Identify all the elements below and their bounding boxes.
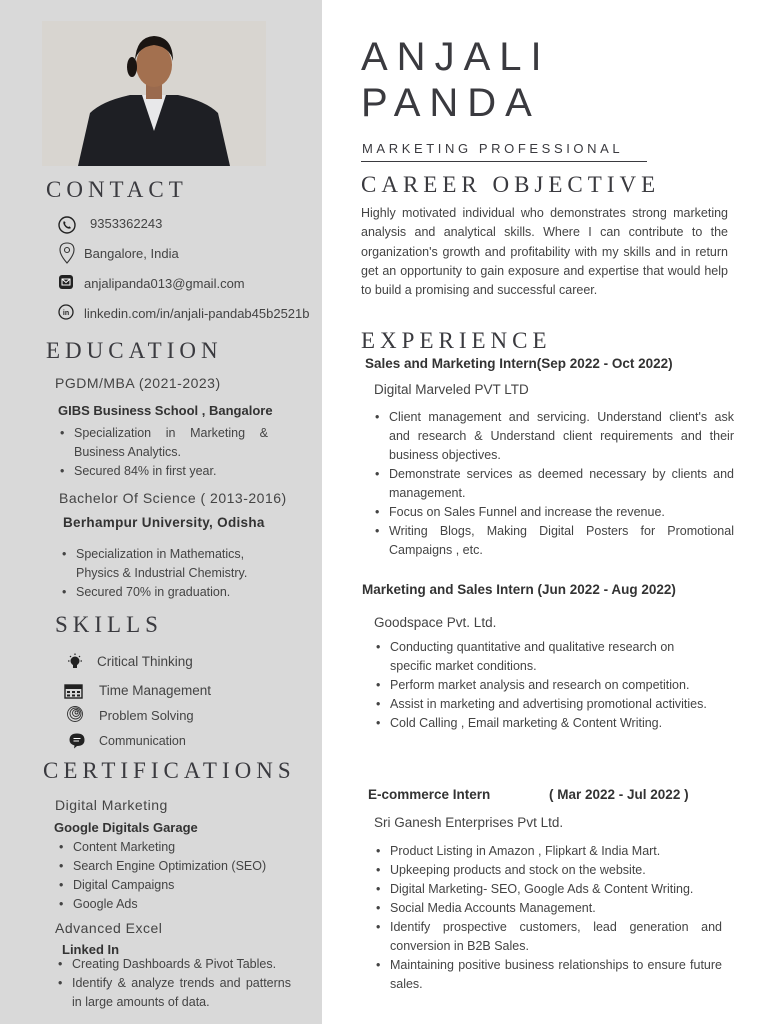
list-item: • Content Marketing (57, 838, 297, 857)
job-title: E-commerce Intern (368, 787, 491, 802)
education-heading: EDUCATION (46, 338, 223, 363)
skill-label: Communication (99, 734, 186, 748)
job-dates: ( Mar 2022 - Jul 2022 ) (549, 787, 689, 802)
spiral-icon (66, 705, 84, 723)
contact-heading: CONTACT (46, 177, 188, 202)
first-name: ANJALI (361, 35, 551, 79)
list-item: • Cold Calling , Email marketing & Content Writing. (374, 714, 719, 733)
phone-number: 9353362243 (90, 216, 163, 231)
cert-advanced-excel: Advanced Excel (55, 920, 163, 936)
chat-bubble-icon (68, 732, 86, 750)
skill-label: Time Management (99, 683, 212, 698)
list-item: • Digital Marketing- SEO, Google Ads & Content Writing. (374, 880, 722, 899)
headline: MARKETING PROFESSIONAL (362, 141, 624, 156)
experience-heading: EXPERIENCE (361, 328, 552, 353)
list-item: • Social Media Accounts Management. (374, 899, 722, 918)
degree-pgdm: PGDM/MBA (2021-2023) (55, 375, 221, 391)
company-name: Sri Ganesh Enterprises Pvt Ltd. (374, 815, 564, 830)
list-item: • Conducting quantitative and qualitative research on specific market conditions. (374, 638, 719, 676)
skill-label: Critical Thinking (97, 654, 193, 669)
education-bullets-2 (60, 545, 275, 602)
job-bullets (374, 638, 719, 733)
company-name: Digital Marveled PVT LTD (374, 382, 529, 397)
list-item: • Secured 84% in first year. (58, 462, 268, 481)
list-item: • Google Ads (57, 895, 297, 914)
job-title: Marketing and Sales Intern (Jun 2022 - Aug 2022) (362, 582, 676, 597)
linkedin-icon (58, 304, 74, 320)
education-bullets-1 (58, 424, 268, 481)
list-item: • Writing Blogs, Making Digital Posters for Promotional Campaigns , etc. (373, 522, 734, 560)
cert-bullets-2 (56, 955, 291, 1012)
job-bullets (374, 842, 722, 994)
svg-text:in: in (62, 310, 70, 317)
list-item: • Perform market analysis and research on competition. (374, 676, 719, 695)
skills-heading: SKILLS (55, 612, 163, 637)
calendar-icon (64, 682, 84, 700)
divider (361, 161, 647, 162)
cert-issuer-google: Google Digitals Garage (54, 820, 198, 835)
job-title: Sales and Marketing Intern(Sep 2022 - Oct 2022) (365, 356, 673, 371)
list-item: • Secured 70% in graduation. (60, 583, 275, 602)
list-item: • Product Listing in Amazon , Flipkart & India Mart. (374, 842, 722, 861)
list-item: • Client management and servicing. Understand client's ask and research & Understand client requirements and their business objectives. (373, 408, 734, 465)
job-bullets (373, 408, 734, 560)
school-gibs: GIBS Business School , Bangalore (58, 403, 273, 418)
list-item: • Focus on Sales Funnel and increase the revenue. (373, 503, 734, 522)
list-item: • Demonstrate services as deemed necessary by clients and management. (373, 465, 734, 503)
list-item: • Identify prospective customers, lead generation and conversion in B2B Sales. (374, 918, 722, 956)
certifications-heading: CERTIFICATIONS (43, 758, 296, 783)
phone-icon (58, 216, 76, 234)
last-name: PANDA (361, 81, 541, 125)
location-text: Bangalore, India (84, 246, 179, 261)
cert-issuer-linkedin: Linked In (62, 942, 120, 957)
career-objective-text: Highly motivated individual who demonstrates strong marketing analysis and analytical skills. Where I can contribute to the organization's growth and profitability with my skills and in return get an opportunity to gain exposure and expertise that would help to build a promising and successful career. (361, 206, 728, 298)
list-item: • Digital Campaigns (57, 876, 297, 895)
lightbulb-icon (66, 653, 84, 671)
company-name: Goodspace Pvt. Ltd. (374, 615, 497, 630)
cert-bullets-1 (57, 838, 297, 914)
list-item: • Assist in marketing and advertising promotional activities. (374, 695, 719, 714)
email-icon (58, 274, 74, 290)
list-item: • Identify & analyze trends and patterns in large amounts of data. (56, 974, 291, 1012)
list-item: • Creating Dashboards & Pivot Tables. (56, 955, 291, 974)
profile-photo (42, 21, 266, 166)
list-item: • Search Engine Optimization (SEO) (57, 857, 297, 876)
cert-digital-marketing: Digital Marketing (55, 797, 168, 813)
list-item: • Specialization in Marketing & Business Analytics. (58, 424, 268, 462)
degree-bsc: Bachelor Of Science ( 2013-2016) (59, 490, 287, 506)
list-item: • Upkeeping products and stock on the website. (374, 861, 722, 880)
list-item: • Specialization in Mathematics, Physics & Industrial Chemistry. (60, 545, 275, 583)
location-pin-icon (58, 242, 76, 264)
email-link[interactable]: anjalipanda013@gmail.com (84, 276, 245, 291)
career-objective-heading: CAREER OBJECTIVE (361, 172, 661, 197)
list-item: • Maintaining positive business relationships to ensure future sales. (374, 956, 722, 994)
linkedin-link[interactable]: linkedin.com/in/anjali-pandab45b2521b (84, 306, 310, 321)
school-berhampur: Berhampur University, Odisha (63, 515, 265, 530)
skill-label: Problem Solving (99, 708, 194, 723)
